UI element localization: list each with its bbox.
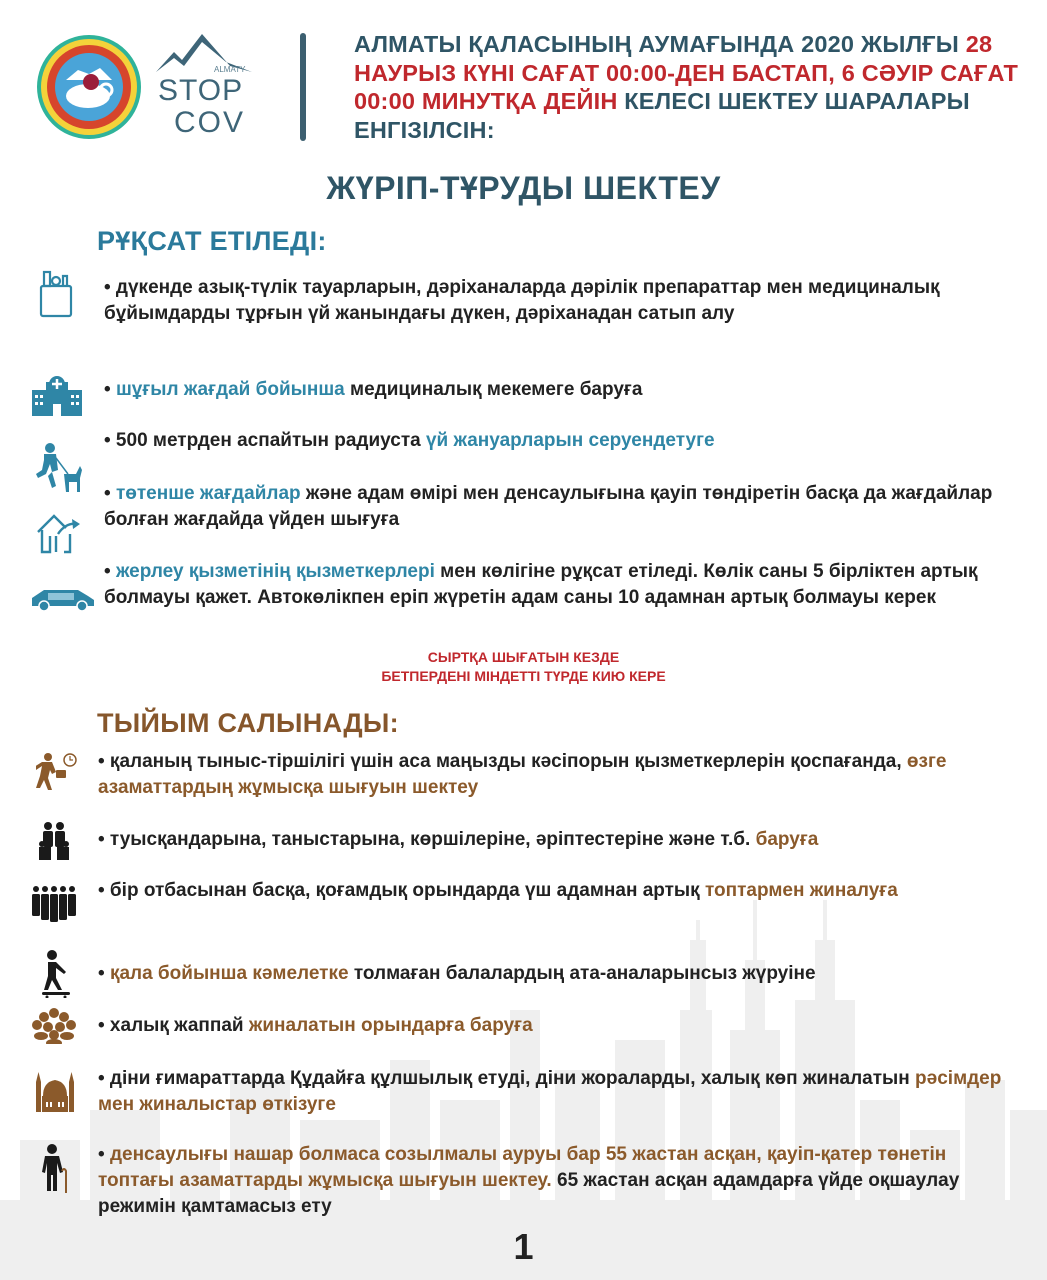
group-people-icon: [32, 886, 76, 922]
mask-warning-line: СЫРТҚА ШЫҒАТЫН КЕЗДЕ: [427, 649, 620, 665]
item-text: • туысқандарына, таныстарына, көршілеріне, әріптестеріне және т.б.: [98, 829, 756, 850]
item-text: • діни ғимараттарда Құдайға құлшылық етуді, діни жораларды, халық көп жиналатын: [98, 1068, 916, 1089]
banned-item-minors: [98, 961, 1023, 987]
allowed-section-title: РҰҚСАТ ЕТІЛЕДІ:: [97, 226, 327, 256]
item-text: • дүкенде азық-түлік тауарларын, дәріханаларда дәрілік препараттар мен медициналық бұйымдарды тұрғын үй жанындағы дүкен, дәріханадан сатып алу: [104, 277, 940, 324]
item-text: мен көлігіне рұқсат етіледі. Көлік саны 5 бірліктен артық болмауы қажет. Автокөлікпен еріп жүретін адам саны 10 адамнан артық болмауы керек: [104, 561, 978, 608]
banned-item-religious: [98, 1066, 1023, 1118]
item-text: медициналық мекемеге баруға: [344, 379, 643, 400]
item-text: 65 жастан асқан адамдарға үйде оқшаулау режимін қамтамасыз ету: [98, 1170, 960, 1217]
elderly-person-icon: [40, 1143, 70, 1193]
house-exit-icon: [36, 510, 80, 554]
allowed-item-funeral: [104, 559, 1029, 611]
item-highlight: жерлеу қызметінің қызметкерлері: [115, 561, 435, 582]
item-highlight: төтенше жағдайлар: [115, 483, 301, 504]
allowed-item-medical: [104, 377, 1029, 403]
item-highlight: баруға: [755, 829, 819, 850]
banned-item-visits: [98, 827, 1023, 853]
item-highlight: қала бойынша кәмелетке: [109, 963, 349, 984]
item-highlight: денсаулығы нашар болмаса созылмалы ауруы бар 55 жастан асқан, қауіп-қатер төнетін топтағы азаматтарды жұмысқа шығуын шектеу.: [98, 1144, 947, 1191]
allowed-item-emergency: [104, 481, 1029, 533]
crowd-icon: [32, 1008, 76, 1044]
grocery-bag-icon: [38, 268, 74, 318]
item-text: •: [98, 1144, 110, 1165]
header-title-dates: 28 НАУРЫЗ КҮНІ САҒАТ 00:00-ДЕН БАСТАП, 6 СӘУІР САҒАТ 00:00 МИНУТҚА ДЕЙІН: [354, 31, 1019, 114]
mask-warning-line: БЕТПЕРДЕНІ МІНДЕТТІ ТҮРДЕ КИЮ КЕРЕ: [381, 668, 666, 684]
item-text: •: [104, 379, 116, 400]
dog-walker-icon: [34, 442, 82, 494]
item-text: • 500 метрден аспайтын радиуста: [104, 430, 426, 451]
item-text: және адам өмірі мен денсаулығына қауіп төндіретін басқа да жағдайлар болған жағдайда үйден шығуға: [104, 483, 993, 530]
page-number: 1: [513, 1226, 534, 1267]
running-worker-icon: [36, 752, 78, 792]
main-title: ЖҮРІП-ТҰРУДЫ ШЕКТЕУ: [326, 170, 721, 206]
allowed-item-pets: [104, 428, 1029, 454]
stop-cov-logo: [152, 32, 256, 136]
banned-item-mass-places: [98, 1013, 1023, 1039]
item-text: • халық жаппай: [98, 1015, 249, 1036]
allowed-item-groceries: [104, 275, 1029, 327]
hospital-icon: [32, 376, 82, 416]
item-highlight: топтармен жиналуға: [704, 880, 898, 901]
mask-warning: [0, 648, 1047, 686]
item-text: • қаланың тыныс-тіршілігі үшін аса маңызды кәсіпорын қызметкерлерін қоспағанда,: [98, 751, 907, 772]
banned-item-elderly: [98, 1142, 1023, 1220]
child-skateboard-icon: [38, 950, 72, 998]
item-highlight: үй жануарларын серуендетуге: [425, 430, 715, 451]
banned-item-groups: [98, 878, 1023, 904]
logo-stop-text: STOP: [158, 74, 244, 107]
header: [0, 0, 1047, 160]
almaty-emblem-logo: [36, 34, 142, 140]
mosque-icon: [34, 1070, 76, 1112]
item-text: •: [104, 483, 116, 504]
hearse-icon: [30, 586, 96, 612]
item-highlight: жиналатын орындарға баруға: [248, 1015, 533, 1036]
item-highlight: шұғыл жағдай бойынша: [115, 379, 345, 400]
item-highlight: рәсімдер мен жиналыстар өткізуге: [98, 1068, 1002, 1115]
item-highlight: өзге азаматтардың жұмысқа шығуын шектеу: [98, 751, 947, 798]
logo-cov-text: COV: [174, 106, 246, 136]
header-title: [354, 30, 1034, 144]
header-divider: [300, 33, 306, 141]
item-text: толмаған балалардың ата-аналарынсыз жүруіне: [348, 963, 816, 984]
banned-item-work: [98, 749, 1023, 801]
banned-section-title: ТЫЙЫМ САЛЫНАДЫ:: [97, 708, 399, 738]
logo-almaty-text: ALMATY: [214, 65, 246, 74]
family-icon: [38, 822, 70, 860]
item-text: •: [98, 963, 110, 984]
item-text: •: [104, 561, 116, 582]
header-title-part: АЛМАТЫ ҚАЛАСЫНЫҢ АУМАҒЫНДА 2020 ЖЫЛҒЫ: [354, 31, 966, 57]
item-text: • бір отбасынан басқа, қоғамдық орындарда үш адамнан артық: [98, 880, 705, 901]
header-title-part: КЕЛЕСІ ШЕКТЕУ ШАРАЛАРЫ ЕНГІЗІЛСІН:: [354, 88, 970, 143]
